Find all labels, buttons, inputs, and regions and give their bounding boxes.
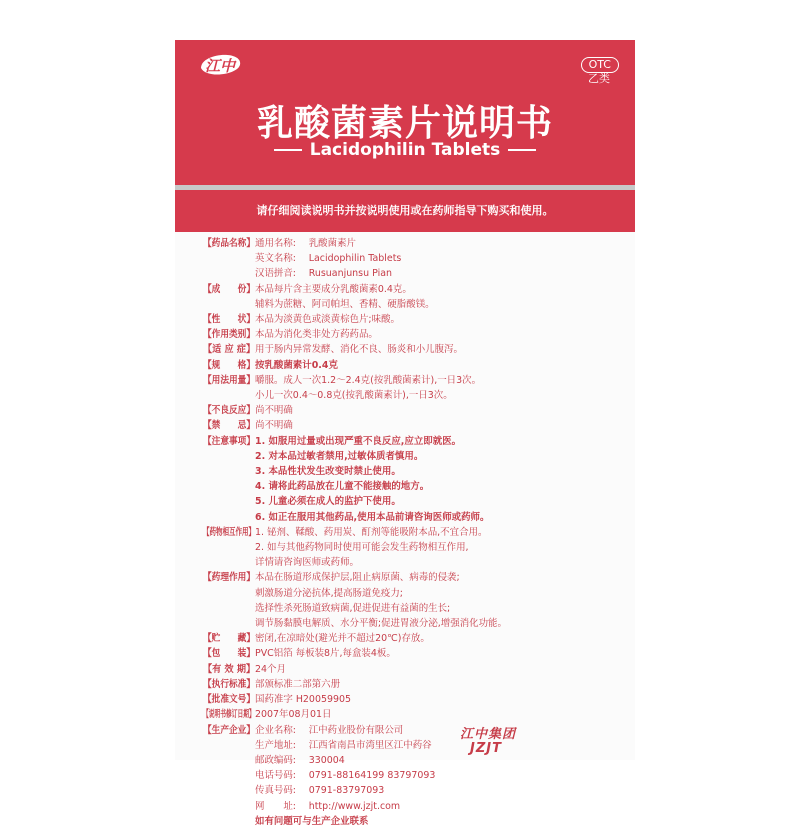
spec-line-text: 4. 请将此药品放在儿童不能接触的地方。: [255, 481, 430, 493]
spec-row: [203, 631, 623, 646]
leaflet: [175, 40, 635, 827]
spec-line: [255, 586, 621, 601]
spec-line: [255, 418, 621, 433]
spec-line-prefix: 企业名称:: [255, 724, 296, 736]
spec-label: 【作用类别】: [203, 329, 255, 341]
spec-line: [255, 707, 621, 722]
spec-label: 【禁 忌】: [203, 420, 255, 432]
spec-value: [255, 403, 623, 418]
spec-line: [255, 601, 621, 616]
spec-line-text: 本品为消化类非处方药药品。: [255, 329, 378, 341]
spec-row: [203, 418, 623, 433]
spec-row: [203, 692, 623, 707]
spec-line-text: Lacidophilin Tablets: [308, 253, 402, 265]
spec-value: [255, 434, 623, 525]
spec-line-prefix: 网 址:: [255, 800, 296, 812]
spec-value: [255, 525, 623, 571]
spec-value: [255, 373, 623, 403]
spec-line-prefix: 电话号码:: [255, 770, 296, 782]
spec-line: [255, 631, 621, 646]
spec-value: [255, 662, 623, 677]
spec-value: [255, 282, 623, 312]
spec-row: [203, 677, 623, 692]
spec-row: [203, 342, 623, 357]
spec-line-prefix: 英文名称:: [255, 253, 296, 265]
spec-line: [255, 570, 621, 585]
spec-line-text: 本品每片含主要成分乳酸菌素0.4克。: [255, 283, 412, 295]
spec-line-text: PVC铝箔 每板装8片,每盒装4板。: [255, 648, 396, 660]
spec-value: [255, 707, 623, 722]
spec-line-text: 2007年08月01日: [255, 709, 332, 721]
spec-value: [255, 570, 623, 631]
spec-row: [203, 358, 623, 373]
spec-line-text: 嚼服。成人一次1.2～2.4克(按乳酸菌素计),一日3次。: [255, 374, 482, 386]
spec-value: [255, 677, 623, 692]
title-english-text: Lacidophilin Tablets: [309, 140, 501, 160]
spec-line: [255, 251, 621, 266]
spec-row: [203, 570, 623, 631]
spec-line-text: 尚不明确: [255, 405, 293, 417]
spec-line-text: 选择性杀死肠道致病菌,促进促进有益菌的生长;: [255, 602, 451, 614]
spec-line: [255, 236, 621, 251]
spec-line-prefix: 通用名称:: [255, 238, 296, 249]
spec-row: [203, 707, 623, 722]
spec-label: 【批准文号】: [203, 694, 255, 706]
spec-label: 【执行标准】: [203, 678, 255, 690]
spec-line-text: 国药准字 H20059905: [255, 694, 352, 706]
spec-row: [203, 236, 623, 282]
notice-text: 请仔细阅读说明书并按说明使用或在药师指导下购买和使用。: [256, 204, 554, 217]
spec-line: [255, 312, 621, 327]
header-banner: [175, 40, 635, 185]
spec-label: 【不良反应】: [203, 405, 255, 417]
spec-line: [255, 327, 621, 342]
spec-label: 【用法用量】: [203, 374, 255, 386]
spec-line-text: 2. 如与其他药物同时使用可能会发生药物相互作用,: [255, 542, 469, 554]
spec-line-prefix: 生产地址:: [255, 739, 296, 751]
spec-label: 【贮 藏】: [203, 633, 255, 645]
spec-row: [203, 312, 623, 327]
spec-line: [255, 723, 621, 738]
title-dash-left: [274, 149, 302, 151]
otc-badge-group: [581, 53, 619, 85]
spec-line: [255, 540, 621, 555]
group-logo-en: JZJT: [470, 741, 502, 756]
group-logo-cn: 江中集团: [460, 727, 517, 742]
spec-line-prefix: 汉语拼音:: [255, 268, 296, 280]
spec-line: [255, 403, 621, 418]
spec-line: [255, 738, 621, 753]
spec-value: [255, 236, 623, 282]
spec-label: 【成 份】: [203, 283, 255, 295]
spec-label: 【有 效 期】: [203, 663, 256, 675]
spec-line-text: 如有问题可与生产企业联系: [255, 815, 369, 827]
spec-line-text: 本品为淡黄色或淡黄棕色片;味酸。: [255, 314, 400, 326]
title-chinese: 乳酸菌素片说明书: [256, 103, 553, 144]
spec-line-prefix: 传真号码:: [255, 785, 296, 797]
spec-row: [203, 662, 623, 677]
spec-line: [255, 677, 621, 692]
spec-label: 【规 格】: [203, 359, 255, 371]
spec-line: [255, 479, 621, 494]
spec-value: [255, 342, 623, 357]
spec-row: [203, 282, 623, 312]
spec-label: 【性 状】: [203, 314, 255, 326]
spec-line: [255, 783, 621, 798]
spec-line: [255, 616, 621, 631]
spec-line-text: http://www.jzjt.com: [308, 800, 401, 812]
spec-line-text: 24个月: [255, 663, 286, 675]
spec-row: [203, 646, 623, 661]
group-logo: [460, 723, 516, 756]
spec-value: [255, 327, 623, 342]
spec-line-text: 江中药业股份有限公司: [308, 724, 404, 736]
spec-line-text: 330004: [308, 754, 345, 766]
spec-line: [255, 555, 621, 570]
spec-line: [255, 662, 621, 677]
spec-line: [255, 434, 621, 449]
spec-label: 【注意事项】: [203, 435, 255, 447]
spec-line-text: 2. 对本品过敏者禁用,过敏体质者慎用。: [255, 450, 424, 462]
title-dash-right: [508, 149, 536, 151]
spec-value: [255, 358, 623, 373]
spec-label: 【包 装】: [203, 648, 255, 660]
spec-label: 【药物相互作用】: [203, 526, 255, 538]
spec-line: [255, 388, 621, 403]
spec-line: [255, 814, 621, 829]
spec-row: [203, 723, 623, 829]
spec-line: [255, 692, 621, 707]
spec-value: [255, 646, 623, 661]
spec-line: [255, 753, 621, 768]
spec-line: [255, 646, 621, 661]
logo-text: 江中: [204, 57, 236, 75]
spec-line-text: 辅料为蔗糖、阿司帕坦、香精、硬脂酸镁。: [255, 298, 435, 310]
spec-line: [255, 525, 621, 540]
spec-line-text: 用于肠内异常发酵、消化不良、肠炎和小儿腹泻。: [255, 344, 463, 356]
spec-line-text: 乳酸菌素片: [308, 238, 357, 249]
spec-label: 【药品名称】: [203, 238, 255, 249]
spec-line-prefix: 邮政编码:: [255, 754, 296, 766]
spec-value: [255, 631, 623, 646]
spec-value: [255, 312, 623, 327]
spec-value: [255, 692, 623, 707]
spec-line-text: 5. 儿童必须在成人的监护下使用。: [255, 496, 401, 508]
title-english: [175, 140, 635, 160]
spec-row: [203, 327, 623, 342]
spec-value: [255, 418, 623, 433]
spec-line: [255, 282, 621, 297]
spec-line: [255, 494, 621, 509]
spec-line-text: 小儿一次0.4～0.8克(按乳酸菌素计),一日3次。: [255, 390, 453, 402]
spec-row: [203, 403, 623, 418]
spec-line-text: 调节肠黏膜电解质、水分平衡;促进胃液分泌,增强消化功能。: [255, 618, 507, 630]
spec-line-text: 0791-88164199 83797093: [308, 770, 436, 782]
spec-line-text: 详情请咨询医师或药师。: [255, 557, 359, 569]
jiangzhong-logo: [197, 48, 243, 82]
spec-line: [255, 510, 621, 525]
spec-line-text: 0791-83797093: [308, 785, 385, 797]
spec-row: [203, 525, 623, 571]
spec-label: 【适 应 症】: [203, 344, 256, 356]
spec-line: [255, 799, 621, 814]
spec-row: [203, 434, 623, 525]
spec-label: 【生产企业】: [203, 724, 255, 736]
otc-class: 乙类: [588, 72, 610, 85]
spec-label: 【说明书修订日期】: [203, 709, 255, 721]
spec-line-text: 按乳酸菌素计0.4克: [255, 359, 338, 371]
spec-line-text: 本品在肠道形成保护层,阻止病原菌、病毒的侵袭;: [255, 572, 460, 584]
spec-line: [255, 449, 621, 464]
spec-line-text: 1. 如服用过量或出现严重不良反应,应立即就医。: [255, 435, 462, 447]
spec-list: [203, 236, 623, 829]
spec-line-text: 部颁标准二部第六册: [255, 678, 341, 690]
otc-badge: OTC: [581, 57, 619, 73]
spec-line: [255, 342, 621, 357]
spec-row: [203, 373, 623, 403]
notice-band: [175, 190, 635, 232]
spec-line: [255, 297, 621, 312]
spec-line: [255, 768, 621, 783]
spec-line: [255, 373, 621, 388]
spec-line-text: 密闭,在凉暗处(避光并不超过20℃)存放。: [255, 633, 430, 645]
spec-line: [255, 358, 621, 373]
spec-label: 【药理作用】: [203, 572, 255, 584]
spec-line: [255, 266, 621, 281]
spec-line-text: 尚不明确: [255, 420, 293, 432]
spec-line-text: 6. 如正在服用其他药品,使用本品前请咨询医师或药师。: [255, 511, 490, 523]
spec-line-text: 刺激肠道分泌抗体,提高肠道免疫力;: [255, 587, 403, 599]
spec-line-text: Rusuanjunsu Pian: [308, 268, 392, 280]
spec-line-text: 3. 本品性状发生改变时禁止使用。: [255, 466, 401, 478]
spec-line: [255, 464, 621, 479]
spec-line-text: 1. 铋剂、鞣酸、药用炭、酊剂等能吸附本品,不宜合用。: [255, 526, 488, 538]
spec-value: [255, 723, 623, 829]
spec-line-text: 江西省南昌市湾里区江中药谷: [308, 739, 432, 751]
